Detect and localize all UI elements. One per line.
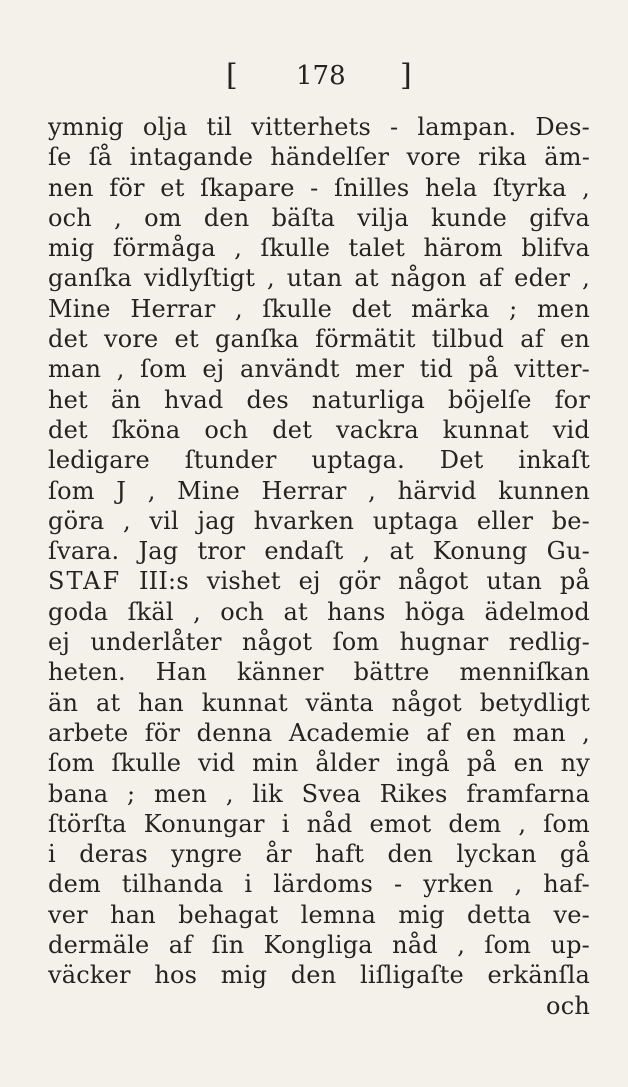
smallcaps-word: STAF: [48, 567, 122, 596]
text-line: heten. Han känner bättre menniſkan: [48, 658, 590, 687]
text-line: bana ; men , lik Svea Rikes framfarna: [48, 779, 590, 808]
text-line: Mine Herrar , ſkulle det märka ; men: [48, 294, 590, 323]
text-line: ver han behagat lemna mig detta ve-: [48, 900, 590, 929]
page-number: 178: [296, 61, 346, 91]
text-line: man , ſom ej användt mer tid på vitter-: [48, 355, 590, 384]
text-line-with-smallcaps: [48, 566, 590, 596]
text-line: nen för et ſkapare - ſnilles hela ſtyrka ,: [48, 173, 590, 202]
text-line: det ſköna och det vackra kunnat vid: [48, 415, 590, 444]
body-text: [48, 112, 590, 1021]
text-line: ſom J , Mine Herrar , härvid kunnen: [48, 476, 590, 505]
text-line: göra , vil jag hvarken uptaga eller be-: [48, 506, 590, 535]
text-line: i deras yngre år haft den lyckan gå: [48, 840, 590, 869]
text-line: ſe ſå intagande händelſer vore rika äm-: [48, 143, 590, 172]
text-line: än at han kunnat vänta något betydligt: [48, 688, 590, 717]
text-line: mig förmåga , ſkulle talet härom blifva: [48, 234, 590, 263]
text-line: dem tilhanda i lärdoms - yrken , haf-: [48, 870, 590, 899]
text-line: ej underlåter något ſom hugnar redlig-: [48, 628, 590, 657]
text-line: ſom ſkulle vid min ålder ingå på en ny: [48, 749, 590, 778]
text-line: ſtörſta Konungar i nåd emot dem , ſom: [48, 809, 590, 838]
text-line: dermäle af ſin Kongliga nåd , ſom up-: [48, 931, 590, 960]
header-close-bracket: ]: [400, 58, 412, 93]
text-line: ledigare ſtunder uptaga. Det inkaſt: [48, 446, 590, 475]
text-line-rest: III:s vishet ej gör något utan på: [139, 567, 590, 596]
text-line: goda ſkäl , och at hans höga ädelmod: [48, 597, 590, 626]
text-line: väcker hos mig den liſligaſte erkänſla: [48, 961, 590, 990]
page-header: [0, 56, 628, 96]
text-line: och , om den bäſta vilja kunde gifva: [48, 203, 590, 232]
catchword: och: [546, 991, 590, 1020]
header-open-bracket: [: [226, 58, 238, 93]
text-line: ymnig olja til vitterhets - lampan. Des-: [48, 113, 590, 141]
text-line: ſvara. Jag tror endaſt , at Konung Gu-: [48, 537, 590, 566]
text-line: het än hvad des naturliga böjelſe for: [48, 385, 590, 414]
text-line: arbete för denna Academie af en man ,: [48, 718, 590, 747]
text-line: det vore et ganſka förmätit tilbud af en: [48, 325, 590, 354]
text-line: ganſka vidlyſtigt , utan at någon af eder ,: [48, 264, 590, 293]
